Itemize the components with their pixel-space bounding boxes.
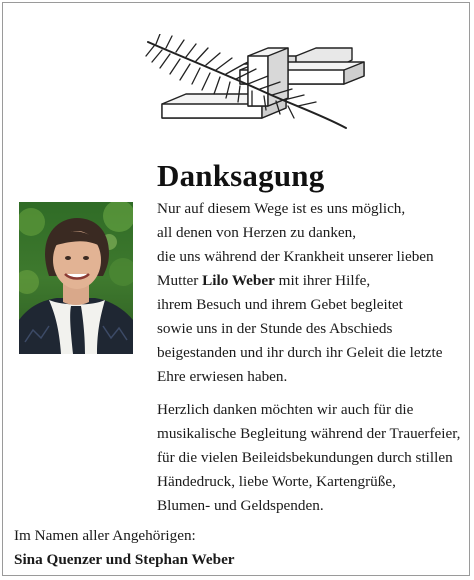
paragraph-additional-thanks — [157, 398, 467, 518]
text-line: Nur auf diesem Wege ist es uns möglich, — [157, 200, 406, 217]
text-line: Blumen- und Geldspenden. — [157, 497, 324, 514]
text-fragment: mit ihrer Hilfe, — [278, 272, 371, 289]
cross-with-palm-branch-icon — [140, 34, 372, 134]
text-line: beigestanden und ihr durch ihr Geleit die letzte — [157, 344, 443, 361]
text-line: sowie uns in der Stunde des Abschieds — [157, 320, 393, 337]
signature-intro: Im Namen aller Angehörigen: — [14, 527, 196, 544]
text-line: Ehre erwiesen haben. — [157, 368, 288, 385]
text-line: die uns während der Krankheit unserer lieben — [157, 248, 434, 265]
signature-names: Sina Quenzer und Stephan Weber — [14, 551, 235, 568]
text-line: ihrem Besuch und ihrem Gebet begleitet — [157, 296, 403, 313]
thank-you-text — [157, 197, 467, 518]
text-line: für die vielen Beileidsbekundungen durch stillen — [157, 449, 453, 466]
text-line: musikalische Begleitung während der Trauerfeier, — [157, 425, 461, 442]
text-line: Herzlich danken möchten wir auch für die — [157, 401, 414, 418]
text-line-with-name — [157, 269, 467, 293]
text-fragment: Mutter — [157, 272, 199, 289]
portrait-photo — [19, 202, 133, 354]
text-line: Händedruck, liebe Worte, Kartengrüße, — [157, 473, 396, 490]
paragraph-thanks — [157, 197, 467, 389]
page-title: Danksagung — [157, 158, 325, 193]
deceased-name: Lilo Weber — [202, 272, 275, 289]
text-line: all denen von Herzen zu danken, — [157, 224, 357, 241]
